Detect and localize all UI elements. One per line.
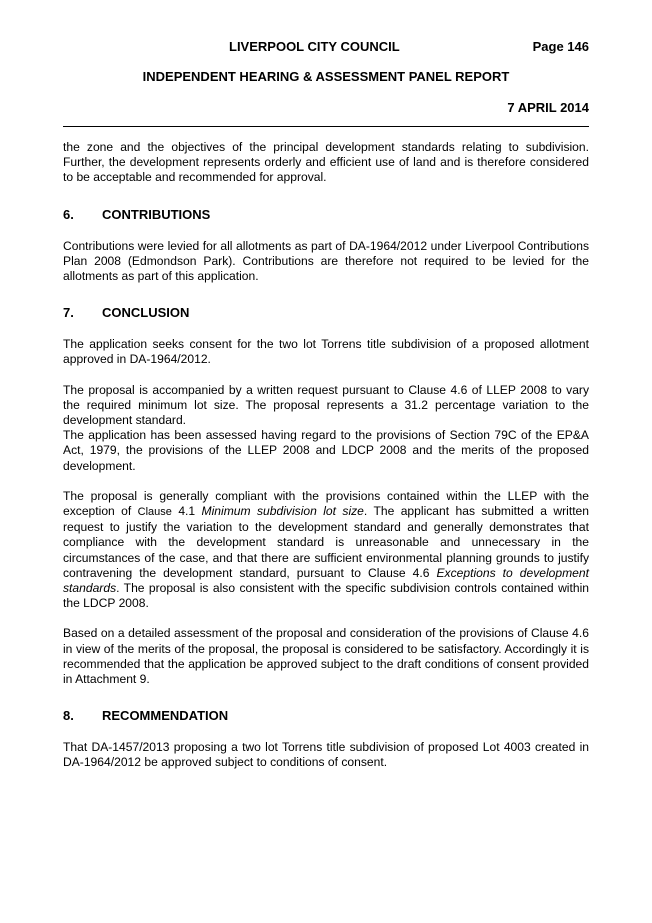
report-body	[63, 140, 589, 771]
header-divider	[63, 126, 589, 127]
contributions-paragraph: Contributions were levied for all allotments as part of DA-1964/2012 under Liverpool Contributions Plan 2008 (Edmondson Park). Contributions are therefore not required to be levied for the allotments as part of this application.	[63, 238, 589, 284]
conclusion-paragraph-3: The application has been assessed having regard to the provisions of Section 79C of the EP&A Act, 1979, the provisions of the LLEP 2008 and LDCP 2008 and the merits of the proposed development.	[63, 428, 589, 473]
report-date: 7 APRIL 2014	[507, 100, 589, 115]
intro-paragraph: the zone and the objectives of the principal development standards relating to subdivision. Further, the development represents orderly and efficient use of land and is therefore considered to be acceptable and recommended for approval.	[63, 140, 589, 185]
contributions-heading	[63, 207, 589, 222]
conclusion-heading	[63, 305, 589, 320]
section-number: 8.	[63, 708, 74, 724]
section-title: CONCLUSION	[102, 305, 190, 321]
text-run: The proposal is generally compliant with the provisions contained within the LLEP with the exception of	[63, 488, 589, 519]
italic-term: Minimum subdivision lot size	[201, 504, 364, 519]
conclusion-paragraph-4	[63, 489, 589, 612]
text-run: . The proposal is also consistent with the specific subdivision controls contained within the LDCP 2008.	[63, 581, 589, 611]
text-run: Clause	[137, 506, 172, 519]
recommendation-paragraph: That DA-1457/2013 proposing a two lot Torrens title subdivision of proposed Lot 4003 created in DA-1964/2012 be approved subject to conditions of consent.	[63, 740, 589, 770]
italic-term: Exceptions to development standards	[63, 565, 589, 596]
page-number: Page 146	[532, 39, 589, 54]
report-title: INDEPENDENT HEARING & ASSESSMENT PANEL REPORT	[142, 69, 510, 84]
council-name: LIVERPOOL CITY COUNCIL	[229, 39, 400, 54]
conclusion-paragraph-1: The application seeks consent for the two lot Torrens title subdivision of a proposed allotment approved in DA-1964/2012.	[63, 337, 589, 367]
section-number: 6.	[63, 206, 74, 222]
text-run: . The applicant has submitted a written request to justify the variation to the development standard and generally demonstrates that compliance with the development standard is unreasonable and unnecessary in the circumstances of the case, and that there are sufficient environmental planning grounds to justify contravening the development standard, pursuant to Clause 4.6	[63, 504, 590, 580]
section-number: 7.	[63, 305, 74, 321]
text-run: 4.1	[171, 504, 202, 519]
section-title: RECOMMENDATION	[102, 708, 229, 724]
conclusion-paragraph-5: Based on a detailed assessment of the proposal and consideration of the provisions of Clause 4.6 in view of the merits of the proposal, the proposal is considered to be satisfactory. Accordingly it is recommended that the application be approved subject to the draft conditions of consent provided in Attachment 9.	[63, 626, 589, 687]
section-title: CONTRIBUTIONS	[102, 206, 211, 222]
recommendation-heading	[63, 708, 589, 723]
conclusion-paragraph-2: The proposal is accompanied by a written request pursuant to Clause 4.6 of LLEP 2008 to vary the required minimum lot size. The proposal represents a 31.2 percentage variation to the development standard.	[63, 382, 589, 428]
